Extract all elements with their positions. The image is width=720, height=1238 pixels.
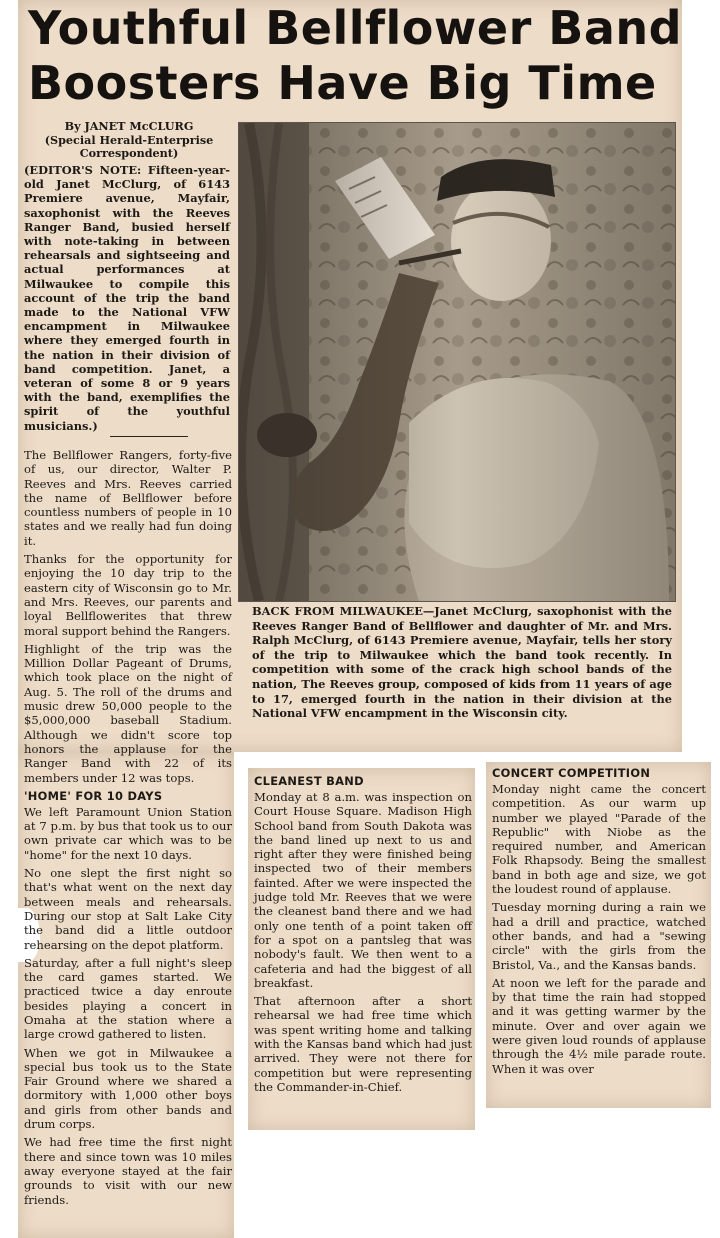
byline-credit-2: Correspondent)	[79, 146, 179, 161]
paragraph: No one slept the first night so that's what went on the next day between meals and rehearsals. During our stop at Salt Lake City the band did a little outdoor rehearsing on the depot platform.	[24, 866, 232, 952]
editor-note-text: (EDITOR'S NOTE: Fifteen-year-old Janet McClurg, of 6143 Premiere avenue, Mayfair, saxophonist with the Reeves Ranger Band, busied herself with note-taking in between rehearsals and sightseeing and actual performances at Milwaukee to compile this account of the trip the band made to the National VFW encampment in Milwaukee where they emerged fourth in the nation in their division of band competition. Janet, a veteran of some 8 or 9 years with the band, exemplifies the spirit of the youthful musicians.)	[24, 163, 230, 433]
photo-illustration	[239, 123, 675, 601]
paragraph: Saturday, after a full night's sleep the card games started. We practiced twice a day enroute besides playing a concert in Omaha at the station where a large crowd gathered to listen.	[24, 955, 232, 1042]
paragraph: Monday night came the concert competition. As our warm up number we played "Parade of the Republic" with Niobe as the required number, and American Folk Rhapsody. Being the smallest band in both age and size, we got the loudest round of applause.	[492, 782, 706, 897]
editor-note	[24, 163, 230, 433]
paragraph: Tuesday morning during a rain we had a drill and practice, watched other bands, and had a "sewing circle" with the girls from the Bristol, Va., and the Kansas bands.	[492, 900, 706, 972]
paragraph: We left Paramount Union Station at 7 p.m. by bus that took us to our own private car which was to be "home" for the next 10 days.	[24, 804, 232, 862]
paragraph: When we got in Milwaukee a special bus took us to the State Fair Ground where we shared a dormitory with 1,000 other boys and girls from other bands and drum corps.	[24, 1045, 232, 1132]
paragraph: We had free time the first night there and since town was 10 miles away everyone stayed at the fair grounds to visit with our new friends.	[24, 1135, 232, 1207]
paragraph: Highlight of the trip was the Million Dollar Pageant of Drums, which took place on the night of Aug. 5. The roll of the drums and music drew 50,000 people to the $5,000,000 baseball Stadium. Although we didn't score top honors the applause for the Ranger Band with 22 of its members under 12 was tops.	[24, 641, 232, 785]
paragraph: The Bellflower Rangers, forty-five of us, our director, Walter P. Reeves and Mrs. Reeves carried the name of Bellflower before countless numbers of people in 10 states and we really had fun doing it.	[24, 448, 232, 548]
article-column-concert-competition	[492, 766, 706, 1076]
section-divider	[110, 436, 188, 437]
byline	[26, 120, 232, 161]
subhead-concert-competition: CONCERT COMPETITION	[492, 766, 651, 780]
headline-line-1: Youthful Bellflower Band	[28, 1, 683, 55]
paragraph: Thanks for the opportunity for enjoying the 10 day trip to the eastern city of Wisconsin go to Mr. and Mrs. Reeves, our parents and loyal Bellflowerites that threw moral support behind the Rangers.	[24, 552, 232, 638]
article-column-cleanest-band	[254, 774, 472, 1094]
byline-credit-1: (Special Herald-Enterprise	[44, 132, 214, 147]
caption-text: BACK FROM MILWAUKEE—Janet McClurg, saxophonist with the Reeves Ranger Band of Bellflower and daughter of Mr. and Mrs. Ralph McClurg, of 6143 Premiere avenue, Mayfair, tells her story of the trip to Milwaukee which the band took recently. In competition with some of the crack high school bands of the nation, The Reeves group, composed of kids from 11 years of age to 17, emerged fourth in the nation in their division at the National VFW encampment in the Wisconsin city.	[252, 604, 672, 721]
photo-janet-saxophone	[238, 122, 676, 602]
headline-line-2: Boosters Have Big Time	[28, 56, 657, 110]
paragraph: That afternoon after a short rehearsal we had free time which was spent writing home and talking with the Kansas band which had just arrived. They were not there for competition but were representing the Commander-in-Chief.	[254, 994, 472, 1094]
subhead-home: 'HOME' FOR 10 DAYS	[24, 788, 163, 803]
subhead-cleanest-band: CLEANEST BAND	[254, 774, 364, 788]
photo-caption	[252, 604, 672, 721]
paragraph: Monday at 8 a.m. was inspection on Court House Square. Madison High School band from South Dakota was the band lined up next to us and right after they were finished being inspected two of their members fainted. After we were inspected the judge told Mr. Reeves that we were the cleanest band there and we had only one tenth of a point taken off for a spot on a pantsleg that was nobody's fault. We then went to a cafeteria and had the biggest of all breakfast.	[254, 790, 472, 990]
byline-author: By JANET McCLURG	[64, 119, 194, 133]
article-column-1	[24, 448, 232, 1207]
paragraph: At noon we left for the parade and by that time the rain had stopped and it was getting warmer by the minute. Over and over again we were given loud rounds of applause through the 4½ mile parade route. When it was over	[492, 975, 706, 1076]
